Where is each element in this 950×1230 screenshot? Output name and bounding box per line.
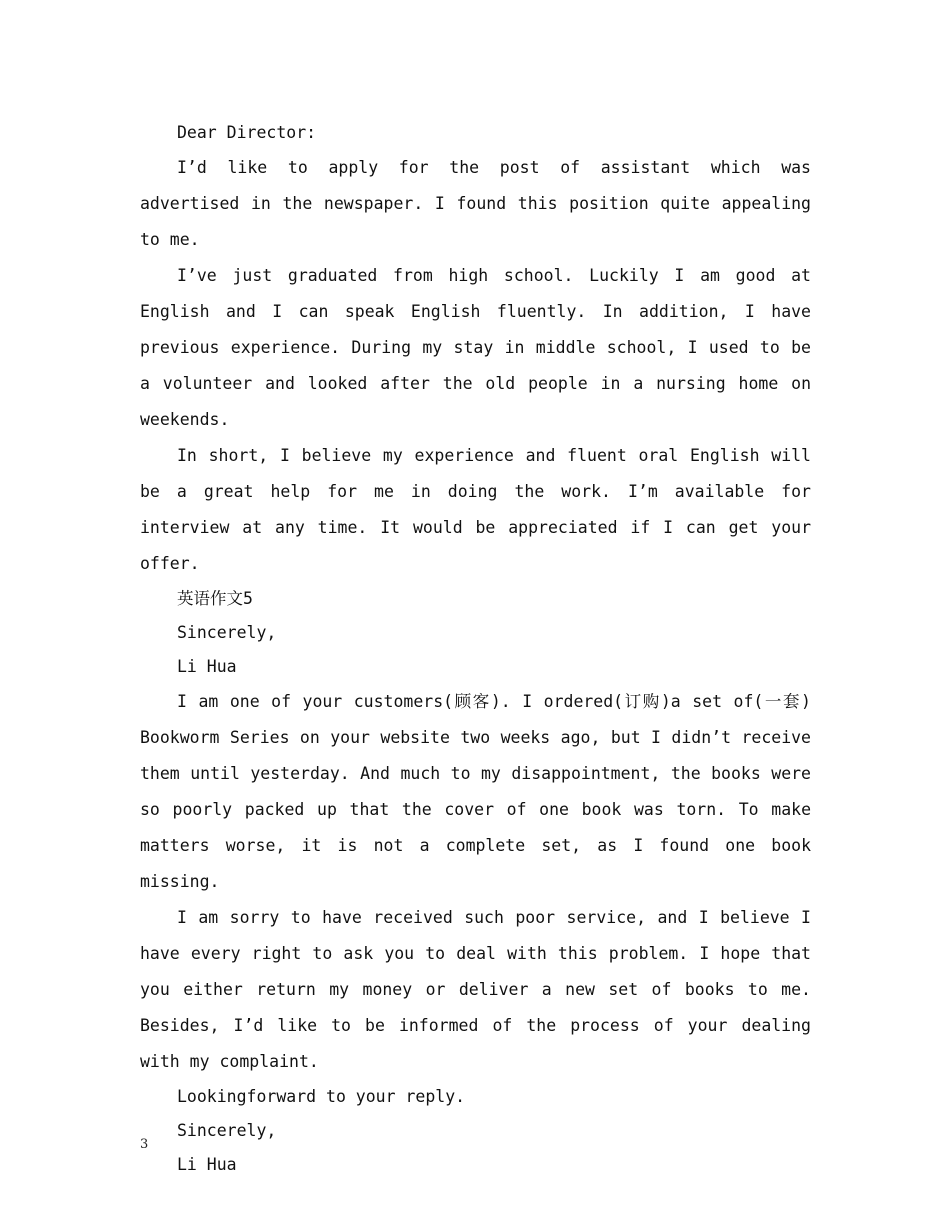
signature-name: Li Hua [177,657,237,676]
document-body [140,116,811,1182]
letter-paragraph: I’d like to apply for the post of assistant which was advertised in the newspaper. I found this position quite appealing to me. [140,158,811,249]
closing-line: Lookingforward to your reply. [177,1087,466,1106]
letter-greeting: Dear Director: [177,123,317,142]
page-number: 3 [140,1137,149,1152]
section-heading: 英语作文5 [177,589,253,608]
letter-paragraph: I am sorry to have received such poor service, and I believe I have every right to ask you to deal with this problem. I hope that you either return my money or deliver a new set of books to me. Besides, I’d like to be informed of the process of your dealing with my complaint. [140,908,811,1071]
closing-sincerely: Sincerely, [177,1121,277,1140]
letter-paragraph: I am one of your customers(顾客). I ordered(订购)a set of(一套) Bookworm Series on your website two weeks ago, but I didn’t receive them until yesterday. And much to my disappointment, the books were so poorly packed up that the cover of one book was torn. To make matters worse, it is not a complete set, as I found one book missing. [140,692,811,891]
letter-paragraph: I’ve just graduated from high school. Luckily I am good at English and I can speak English fluently. In addition, I have previous experience. During my stay in middle school, I used to be a volunteer and looked after the old people in a nursing home on weekends. [140,266,811,429]
letter-paragraph: In short, I believe my experience and fluent oral English will be a great help for me in doing the work. I’m available for interview at any time. It would be appreciated if I can get your offer. [140,446,811,573]
closing-sincerely: Sincerely, [177,623,277,642]
signature-name: Li Hua [177,1155,237,1174]
